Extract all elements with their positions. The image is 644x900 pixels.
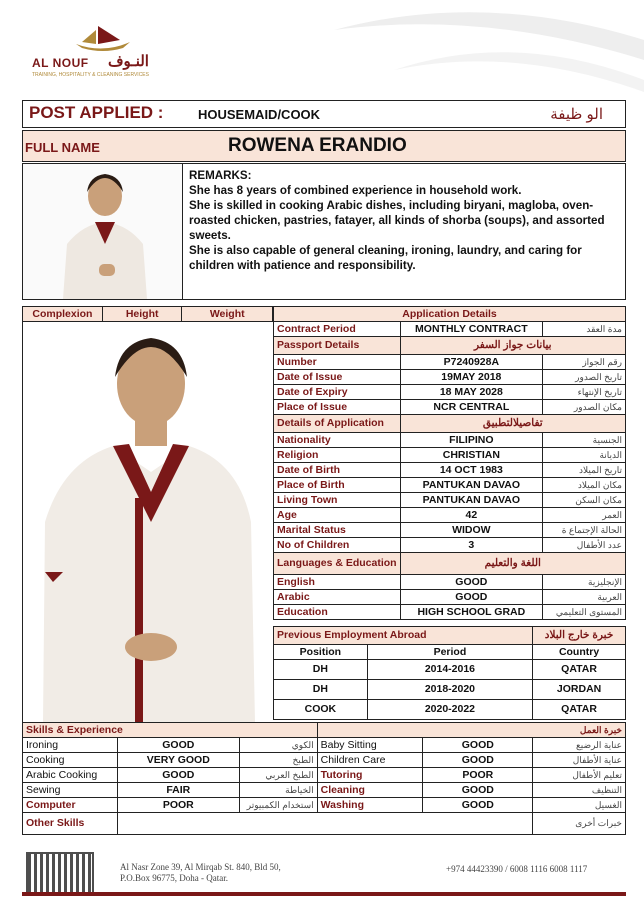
- complexion-header: Complexion: [23, 307, 103, 322]
- application-details-title: Application Details: [274, 307, 626, 322]
- physical-table: [22, 306, 273, 322]
- application-details-table: [273, 306, 626, 620]
- employment-country: QATAR: [533, 660, 626, 680]
- date-of-birth-label: Date of Birth: [274, 463, 401, 478]
- full-name-value: ROWENA ERANDIO: [228, 135, 407, 156]
- marital-status-arabic: الحالة الإجتماع ة: [543, 523, 626, 538]
- employment-period: 2020-2022: [367, 700, 532, 720]
- other-skills-value: [117, 813, 532, 835]
- skills-arabic: خبرة العمل: [317, 723, 625, 738]
- remarks-block: [22, 163, 626, 300]
- remarks-line: She is skilled in cooking Arabic dishes, including biryani, magloba, oven-roasted chicken, pastries, fatayer, all kinds of shorba (soups), and assorted sweets.: [189, 199, 605, 242]
- person-figure-icon: [23, 164, 183, 299]
- weight-header: Weight: [182, 307, 273, 322]
- skill-arabic: عناية الأطفال: [533, 753, 626, 768]
- skill-value: VERY GOOD: [117, 753, 239, 768]
- children-arabic: عدد الأطفال: [543, 538, 626, 553]
- qr-code-icon: [26, 852, 94, 894]
- skill-arabic: استخدام الكمبيوتر: [239, 798, 317, 813]
- skill-value: GOOD: [423, 798, 533, 813]
- english-label: English: [274, 575, 401, 590]
- candidate-photo-small: [23, 164, 183, 299]
- logo-subtitle: TRAINING, HOSPITALITY & CLEANING SERVICES: [32, 72, 149, 78]
- english-arabic: الإنجليزية: [543, 575, 626, 590]
- address-line: Al Nasr Zone 39, Al Mirqab St. 840, Bld 50,: [120, 862, 281, 872]
- footer-bar: [22, 892, 626, 896]
- passport-number-arabic: رقم الجواز: [543, 355, 626, 370]
- skill-arabic: الغسيل: [533, 798, 626, 813]
- employment-country: JORDAN: [533, 680, 626, 700]
- contract-period-label: Contract Period: [274, 322, 401, 337]
- employment-position: DH: [274, 680, 368, 700]
- skill-value: POOR: [117, 798, 239, 813]
- date-of-birth-arabic: تاريخ الميلاد: [543, 463, 626, 478]
- full-name-label: FULL NAME: [25, 140, 100, 155]
- date-of-expiry-label: Date of Expiry: [274, 385, 401, 400]
- religion-arabic: الديانة: [543, 448, 626, 463]
- skill-arabic: الطبخ العربي: [239, 768, 317, 783]
- date-of-birth-value: 14 OCT 1983: [400, 463, 542, 478]
- remarks-text: [189, 168, 619, 273]
- living-town-value: PANTUKAN DAVAO: [400, 493, 542, 508]
- skill-value: GOOD: [423, 783, 533, 798]
- children-label: No of Children: [274, 538, 401, 553]
- english-value: GOOD: [400, 575, 542, 590]
- post-applied-value: HOUSEMAID/COOK: [198, 107, 321, 122]
- nationality-value: FILIPINO: [400, 433, 542, 448]
- place-of-issue-value: NCR CENTRAL: [400, 400, 542, 415]
- marital-status-value: WIDOW: [400, 523, 542, 538]
- candidate-photo-large: [22, 322, 272, 722]
- place-of-birth-arabic: مكان الميلاد: [543, 478, 626, 493]
- skill-label: Cooking: [23, 753, 118, 768]
- skill-label: Sewing: [23, 783, 118, 798]
- skill-label: Cleaning: [317, 783, 423, 798]
- skill-label: Children Care: [317, 753, 423, 768]
- skill-value: FAIR: [117, 783, 239, 798]
- date-of-issue-label: Date of Issue: [274, 370, 401, 385]
- date-of-issue-arabic: تاريخ الصدور: [543, 370, 626, 385]
- skill-value: GOOD: [117, 738, 239, 753]
- place-of-issue-arabic: مكان الصدور: [543, 400, 626, 415]
- skills-table: [22, 722, 626, 835]
- skill-arabic: تعليم الأطفال: [533, 768, 626, 783]
- place-of-birth-value: PANTUKAN DAVAO: [400, 478, 542, 493]
- details-of-application-arabic: تفاصيلالتطبيق: [400, 415, 625, 433]
- living-town-arabic: مكان السكن: [543, 493, 626, 508]
- age-arabic: العمر: [543, 508, 626, 523]
- dhow-icon: [68, 24, 138, 52]
- nationality-arabic: الجنسية: [543, 433, 626, 448]
- address-line: P.O.Box 96775, Doha - Qatar.: [120, 873, 228, 883]
- footer-phone: +974 44423390 / 6008 1116 6008 1117: [446, 864, 588, 874]
- passport-number-value: P7240928A: [400, 355, 542, 370]
- employment-position: DH: [274, 660, 368, 680]
- employment-period: 2014-2016: [367, 660, 532, 680]
- header-swoosh: [314, 0, 644, 110]
- period-header: Period: [367, 645, 532, 660]
- date-of-expiry-arabic: تاريخ الإنتهاء: [543, 385, 626, 400]
- living-town-label: Living Town: [274, 493, 401, 508]
- post-applied-arabic: الو ظيفة: [550, 106, 603, 123]
- skill-arabic: التنظيف: [533, 783, 626, 798]
- logo-arabic: النـوف: [108, 53, 149, 70]
- country-header: Country: [533, 645, 626, 660]
- post-applied-label: POST APPLIED :: [29, 103, 164, 122]
- passport-details-title: Passport Details: [274, 337, 401, 355]
- languages-education-arabic: اللغة والتعليم: [400, 553, 625, 575]
- skill-label: Arabic Cooking: [23, 768, 118, 783]
- employment-title: Previous Employment Abroad: [274, 627, 533, 645]
- footer: [22, 848, 626, 896]
- position-header: Position: [274, 645, 368, 660]
- employment-arabic: خبرة خارج البلاد: [533, 627, 626, 645]
- skill-label: Computer: [23, 798, 118, 813]
- skill-label: Ironing: [23, 738, 118, 753]
- contract-period-value: MONTHLY CONTRACT: [400, 322, 542, 337]
- remarks-line: She is also capable of general cleaning, ironing, laundry, and caring for children with patience and responsibility.: [189, 244, 582, 272]
- skill-label: Washing: [317, 798, 423, 813]
- person-figure-icon: [23, 322, 272, 722]
- date-of-issue-value: 19MAY 2018: [400, 370, 542, 385]
- education-arabic: المستوى التعليمي: [543, 605, 626, 620]
- full-name-row: [22, 130, 626, 162]
- languages-education-title: Languages & Education: [274, 553, 401, 575]
- skill-label: Tutoring: [317, 768, 423, 783]
- contract-period-arabic: مدة العقد: [543, 322, 626, 337]
- passport-number-label: Number: [274, 355, 401, 370]
- skill-value: GOOD: [423, 753, 533, 768]
- skill-value: POOR: [423, 768, 533, 783]
- education-label: Education: [274, 605, 401, 620]
- religion-label: Religion: [274, 448, 401, 463]
- passport-details-arabic: بيانات جواز السفر: [400, 337, 625, 355]
- other-skills-label: Other Skills: [23, 813, 118, 835]
- date-of-expiry-value: 18 MAY 2028: [400, 385, 542, 400]
- employment-country: QATAR: [533, 700, 626, 720]
- education-value: HIGH SCHOOL GRAD: [400, 605, 542, 620]
- place-of-issue-label: Place of Issue: [274, 400, 401, 415]
- arabic-value: GOOD: [400, 590, 542, 605]
- remarks-line: She has 8 years of combined experience in household work.: [189, 184, 522, 197]
- age-label: Age: [274, 508, 401, 523]
- skill-arabic: الكوي: [239, 738, 317, 753]
- arabic-label: Arabic: [274, 590, 401, 605]
- arabic-arabic: العربية: [543, 590, 626, 605]
- religion-value: CHRISTIAN: [400, 448, 542, 463]
- employment-period: 2018-2020: [367, 680, 532, 700]
- employment-table: [273, 626, 626, 720]
- age-value: 42: [400, 508, 542, 523]
- skills-title: Skills & Experience: [23, 723, 318, 738]
- skill-value: GOOD: [423, 738, 533, 753]
- logo-text: AL NOUF: [32, 56, 89, 70]
- details-of-application-title: Details of Application: [274, 415, 401, 433]
- marital-status-label: Marital Status: [274, 523, 401, 538]
- children-value: 3: [400, 538, 542, 553]
- place-of-birth-label: Place of Birth: [274, 478, 401, 493]
- other-skills-arabic: خبرات أخرى: [533, 813, 626, 835]
- company-logo: [28, 20, 178, 82]
- height-header: Height: [102, 307, 182, 322]
- employment-position: COOK: [274, 700, 368, 720]
- skill-label: Baby Sitting: [317, 738, 423, 753]
- skill-arabic: الطبخ: [239, 753, 317, 768]
- remarks-title: REMARKS:: [189, 169, 252, 182]
- skill-arabic: عناية الرضيع: [533, 738, 626, 753]
- skill-arabic: الخياطة: [239, 783, 317, 798]
- post-applied-row: [22, 100, 626, 128]
- footer-address: [120, 862, 281, 884]
- skill-value: GOOD: [117, 768, 239, 783]
- nationality-label: Nationality: [274, 433, 401, 448]
